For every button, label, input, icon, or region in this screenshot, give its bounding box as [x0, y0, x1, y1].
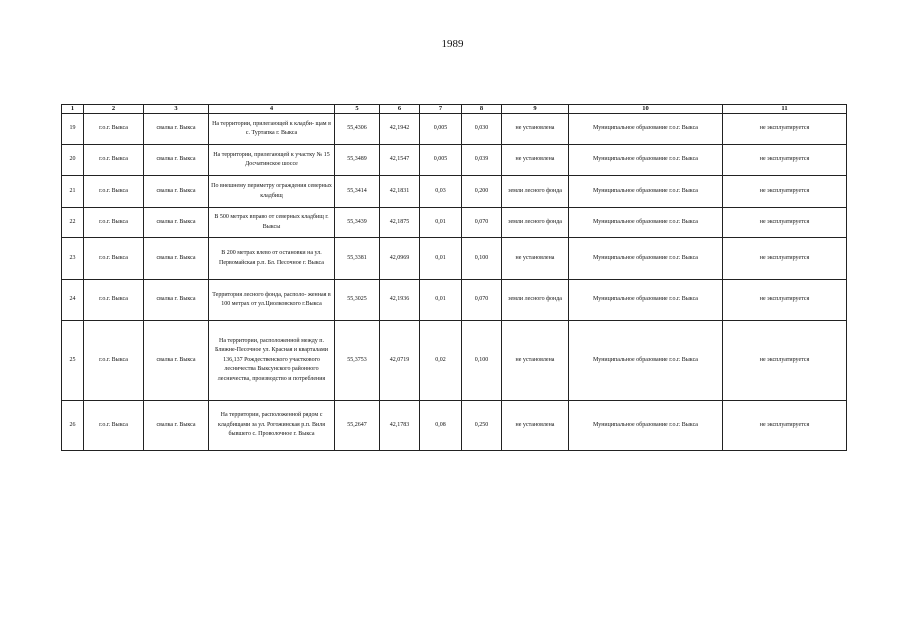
cell-col7: 0,01: [420, 280, 462, 321]
cell-status: не эксплуатируется: [723, 280, 847, 321]
cell-number: 20: [62, 145, 84, 176]
cell-district: г.о.г. Выкса: [84, 145, 144, 176]
cell-col7: 0,08: [420, 401, 462, 451]
cell-longitude: 42,1875: [380, 208, 420, 238]
cell-col8: 0,250: [462, 401, 502, 451]
table-row: [62, 145, 847, 176]
cell-district: г.о.г. Выкса: [84, 114, 144, 145]
cell-land-category: не установлена: [502, 321, 569, 401]
cell-status: не эксплуатируется: [723, 208, 847, 238]
cell-col8: 0,100: [462, 238, 502, 280]
cell-owner: Муниципальное образование г.о.г. Выкса: [569, 280, 723, 321]
cell-longitude: 42,1547: [380, 145, 420, 176]
cell-longitude: 42,0969: [380, 238, 420, 280]
table-row: [62, 176, 847, 208]
cell-owner: Муниципальное образование г.о.г. Выкса: [569, 321, 723, 401]
cell-latitude: 55,3489: [335, 145, 380, 176]
cell-object: свалка г. Выкса: [144, 321, 209, 401]
column-header: 2: [84, 105, 144, 114]
cell-number: 25: [62, 321, 84, 401]
cell-land-category: земли лесного фонда: [502, 208, 569, 238]
table-row: [62, 401, 847, 451]
cell-land-category: не установлена: [502, 114, 569, 145]
cell-longitude: 42,1942: [380, 114, 420, 145]
cell-status: не эксплуатируется: [723, 401, 847, 451]
cell-object: свалка г. Выкса: [144, 114, 209, 145]
cell-col7: 0,005: [420, 114, 462, 145]
cell-land-category: не установлена: [502, 238, 569, 280]
cell-land-category: не установлена: [502, 145, 569, 176]
cell-object: свалка г. Выкса: [144, 208, 209, 238]
cell-status: не эксплуатируется: [723, 145, 847, 176]
cell-col8: 0,039: [462, 145, 502, 176]
cell-object: свалка г. Выкса: [144, 280, 209, 321]
registry-table: [61, 104, 847, 451]
column-header: 11: [723, 105, 847, 114]
cell-location: На территории, прилегающей к кладби- щам в с. Туртапка г. Выкса: [209, 114, 335, 145]
page-number: 1989: [441, 38, 464, 50]
cell-status: не эксплуатируется: [723, 114, 847, 145]
header-row: [62, 105, 847, 114]
cell-latitude: 55,3439: [335, 208, 380, 238]
table-row: [62, 208, 847, 238]
cell-number: 24: [62, 280, 84, 321]
table-row: [62, 280, 847, 321]
cell-longitude: 42,1936: [380, 280, 420, 321]
column-header: 5: [335, 105, 380, 114]
cell-location: По внешнему периметру ограждения северных кладбищ: [209, 176, 335, 208]
cell-col7: 0,03: [420, 176, 462, 208]
column-header: 6: [380, 105, 420, 114]
column-header: 9: [502, 105, 569, 114]
cell-col8: 0,070: [462, 280, 502, 321]
cell-location: На территории, прилегающей к участку № 15 Досчатинское шоссе: [209, 145, 335, 176]
cell-land-category: земли лесного фонда: [502, 176, 569, 208]
column-header: 8: [462, 105, 502, 114]
cell-district: г.о.г. Выкса: [84, 176, 144, 208]
cell-owner: Муниципальное образование г.о.г. Выкса: [569, 401, 723, 451]
column-header: 10: [569, 105, 723, 114]
cell-number: 19: [62, 114, 84, 145]
cell-owner: Муниципальное образование г.о.г. Выкса: [569, 208, 723, 238]
cell-district: г.о.г. Выкса: [84, 321, 144, 401]
column-header: 3: [144, 105, 209, 114]
cell-col7: 0,01: [420, 238, 462, 280]
table-row: [62, 238, 847, 280]
cell-location: Территория лесного фонда, располо- женная в 100 метрах от ул.Циолковского г.Выкса: [209, 280, 335, 321]
cell-owner: Муниципальное образование г.о.г. Выкса: [569, 176, 723, 208]
cell-longitude: 42,1831: [380, 176, 420, 208]
cell-col7: 0,005: [420, 145, 462, 176]
cell-number: 21: [62, 176, 84, 208]
cell-object: свалка г. Выкса: [144, 176, 209, 208]
column-header: 1: [62, 105, 84, 114]
cell-number: 23: [62, 238, 84, 280]
cell-col7: 0,01: [420, 208, 462, 238]
cell-location: На территории, расположенной между п. Ближне-Песочное ул. Красная и кварталами 136,137 Рождественского участкового лесничества Выксунского районного лесничества, производство и потребления: [209, 321, 335, 401]
cell-latitude: 55,3414: [335, 176, 380, 208]
cell-status: не эксплуатируется: [723, 321, 847, 401]
table-row: [62, 114, 847, 145]
cell-col7: 0,02: [420, 321, 462, 401]
cell-owner: Муниципальное образование г.о.г. Выкса: [569, 145, 723, 176]
cell-longitude: 42,1783: [380, 401, 420, 451]
cell-location: В 200 метрах влево от остановки на ул. Первомайская р.п. Бл. Песочное г. Выкса: [209, 238, 335, 280]
column-header: 7: [420, 105, 462, 114]
cell-col8: 0,100: [462, 321, 502, 401]
cell-location: На территории, расположенной рядом с кладбищами за ул. Рогожинская р.п. Виля бывшего с. Проволочное г. Выкса: [209, 401, 335, 451]
cell-latitude: 55,3381: [335, 238, 380, 280]
cell-district: г.о.г. Выкса: [84, 208, 144, 238]
cell-col8: 0,070: [462, 208, 502, 238]
cell-latitude: 55,3025: [335, 280, 380, 321]
table-row: [62, 321, 847, 401]
cell-col8: 0,200: [462, 176, 502, 208]
cell-object: свалка г. Выкса: [144, 401, 209, 451]
cell-district: г.о.г. Выкса: [84, 238, 144, 280]
cell-status: не эксплуатируется: [723, 176, 847, 208]
cell-latitude: 55,4306: [335, 114, 380, 145]
cell-land-category: не установлена: [502, 401, 569, 451]
cell-number: 26: [62, 401, 84, 451]
cell-district: г.о.г. Выкса: [84, 401, 144, 451]
cell-status: не эксплуатируется: [723, 238, 847, 280]
cell-owner: Муниципальное образование г.о.г. Выкса: [569, 238, 723, 280]
cell-location: В 500 метрах вправо от северных кладбищ г. Выксы: [209, 208, 335, 238]
cell-owner: Муниципальное образование г.о.г. Выкса: [569, 114, 723, 145]
cell-land-category: земли лесного фонда: [502, 280, 569, 321]
cell-number: 22: [62, 208, 84, 238]
cell-latitude: 55,3753: [335, 321, 380, 401]
cell-latitude: 55,2647: [335, 401, 380, 451]
cell-col8: 0,030: [462, 114, 502, 145]
cell-object: свалка г. Выкса: [144, 145, 209, 176]
cell-object: свалка г. Выкса: [144, 238, 209, 280]
cell-district: г.о.г. Выкса: [84, 280, 144, 321]
column-header: 4: [209, 105, 335, 114]
cell-longitude: 42,0719: [380, 321, 420, 401]
